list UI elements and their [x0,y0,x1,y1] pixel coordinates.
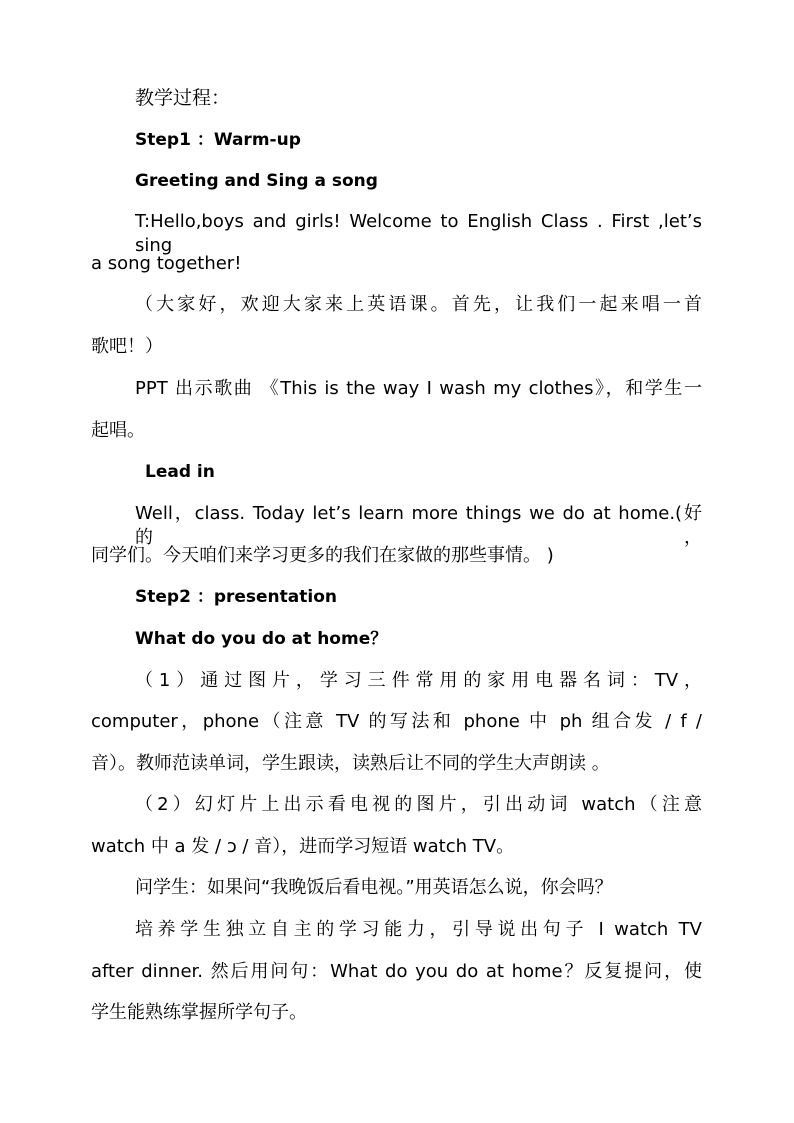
section-heading: 教学过程： [135,87,231,109]
paragraph-line: PPT 出示歌曲 《This is the way I wash my clothes》，和学生一 [135,378,702,399]
paragraph-line: （大家好，欢迎大家来上英语课。首先，让我们一起来唱一首 [135,294,702,315]
paragraph-line: a song together! [91,253,242,274]
paragraph-line: computer，phone（注意 TV 的写法和 phone 中 ph 组合发 / f / [91,711,702,732]
paragraph-line: watch 中 a 发 / ɔ / 音），进而学习短语 watch TV。 [91,836,515,857]
paragraph-line: （2）幻灯片上出示看电视的图片，引出动词 watch（注意 [135,794,702,815]
paragraph-line: after dinner. 然后用问句：What do you do at home？反复提问，使 [91,961,702,982]
question-title: What do you do at home？ [135,629,388,649]
paragraph-line: 培养学生独立自主的学习能力，引导说出句子 I watch TV [135,919,702,940]
greeting-title: Greeting and Sing a song [135,171,378,191]
paragraph-line: Well，class. Today let’s learn more things we do at home.(好的， [135,503,702,548]
step1-title: Step1 ：Warm-up [135,130,301,150]
paragraph-line: 同学们。今天咱们来学习更多的我们在家做的那些事情。 ) [91,545,554,566]
paragraph-line: 学生能熟练掌握所学句子。 [91,1002,307,1023]
lead-in-title: Lead in [145,462,215,482]
paragraph-line: 音）。教师范读单词，学生跟读，读熟后让不同的学生大声朗读 。 [91,753,610,774]
step2-title: Step2 ：presentation [135,587,337,607]
paragraph-line: 歌吧！） [91,336,163,357]
paragraph-line: T:Hello,boys and girls! Welcome to English Class . First ,let’s sing [135,211,702,256]
paragraph-line: 问学生：如果问“我晚饭后看电视。”用英语怎么说，你会吗？ [135,877,613,898]
paragraph-line: 起唱。 [91,420,145,441]
paragraph-line: （1）通过图片，学习三件常用的家用电器名词：TV， [135,670,702,691]
